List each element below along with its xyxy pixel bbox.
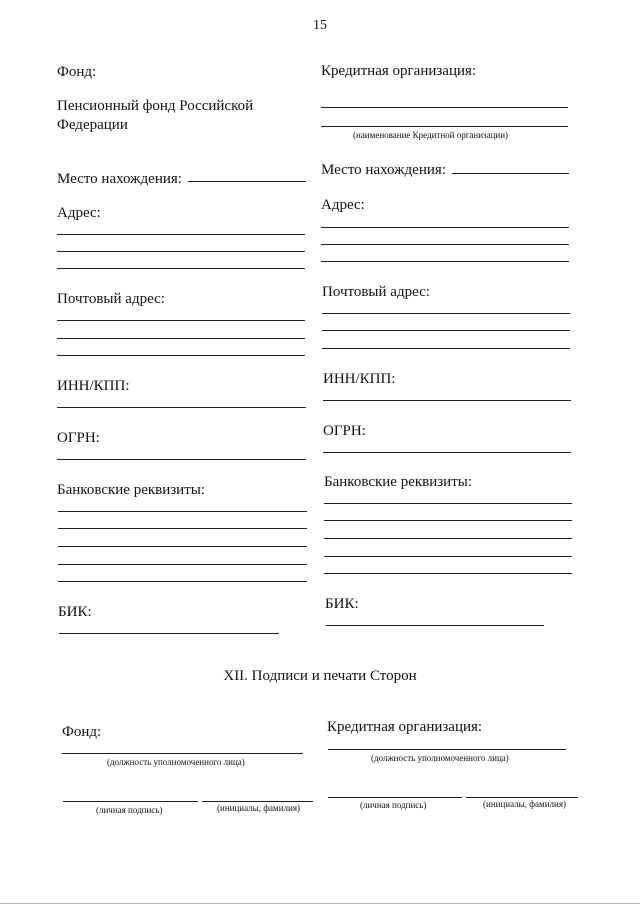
sign-bank-initials-line — [466, 797, 578, 798]
bank-bik-line — [326, 625, 544, 626]
bank-postal-line-1 — [322, 313, 570, 314]
fund-bank-line-2 — [58, 528, 307, 529]
bank-postal-label: Почтовый адрес: — [322, 284, 430, 300]
fund-ogrn-line — [57, 459, 306, 460]
section-title: XII. Подписи и печати Сторон — [223, 668, 417, 684]
sign-fund-signature-line — [63, 801, 198, 802]
page-number: 15 — [313, 18, 327, 33]
fund-ogrn-label: ОГРН: — [57, 430, 100, 446]
bank-name-note: (наименование Кредитной организации) — [353, 130, 509, 140]
sign-fund-initials-line — [202, 801, 313, 802]
sign-bank-label: Кредитная организация: — [327, 719, 483, 735]
bank-bank-line-3 — [324, 538, 572, 539]
fund-address-label: Адрес: — [57, 205, 101, 221]
bank-party-label: Кредитная организация: — [321, 63, 477, 79]
fund-bank-label: Банковские реквизиты: — [57, 482, 206, 498]
bank-ogrn-label: ОГРН: — [323, 423, 366, 439]
sign-fund-initials-note: (инициалы, фамилия) — [217, 803, 300, 813]
bank-name-line-2 — [321, 126, 568, 127]
sign-bank-position-line — [328, 749, 566, 750]
bank-ogrn-line — [323, 452, 571, 453]
fund-postal-line-1 — [57, 320, 305, 321]
bank-address-line-3 — [321, 261, 569, 262]
sign-fund-position-line — [62, 753, 303, 754]
fund-location-label: Место нахождения: — [57, 171, 182, 187]
bank-bank-line-5 — [324, 573, 572, 574]
sign-fund-label: Фонд: — [62, 724, 102, 740]
fund-location-line — [188, 181, 306, 182]
fund-bank-line-3 — [58, 546, 307, 547]
bank-inn-line — [323, 400, 571, 401]
sign-bank-signature-note: (личная подпись) — [360, 800, 427, 810]
bank-address-line-1 — [321, 227, 569, 228]
sign-bank-initials-note: (инициалы, фамилия) — [483, 799, 566, 809]
bank-location-label: Место нахождения: — [321, 162, 446, 178]
bank-inn-label: ИНН/КПП: — [323, 371, 396, 387]
bank-location-line — [452, 173, 569, 174]
bank-address-label: Адрес: — [321, 197, 365, 213]
fund-bank-line-4 — [58, 564, 307, 565]
fund-address-line-2 — [57, 251, 305, 252]
bank-bank-line-1 — [324, 503, 572, 504]
sign-bank-signature-line — [328, 797, 462, 798]
bank-name-line-1 — [321, 107, 568, 108]
sign-fund-signature-note: (личная подпись) — [96, 805, 163, 815]
fund-bank-line-5 — [58, 581, 307, 582]
bank-address-line-2 — [321, 244, 569, 245]
bank-postal-line-2 — [322, 330, 570, 331]
fund-inn-line — [57, 407, 306, 408]
fund-bank-line-1 — [58, 511, 307, 512]
fund-party-label: Фонд: — [57, 64, 97, 80]
fund-postal-label: Почтовый адрес: — [57, 291, 165, 307]
fund-bik-label: БИК: — [58, 604, 92, 620]
fund-address-line-3 — [57, 268, 305, 269]
sign-fund-position-note: (должность уполномоченного лица) — [107, 757, 245, 767]
fund-name-line2: Федерации — [57, 117, 128, 133]
fund-name-line1: Пенсионный фонд Российской — [57, 98, 254, 114]
bank-bank-label: Банковские реквизиты: — [324, 474, 473, 490]
fund-postal-line-2 — [57, 338, 305, 339]
fund-bik-line — [59, 633, 279, 634]
sign-bank-position-note: (должность уполномоченного лица) — [371, 753, 509, 763]
fund-address-line-1 — [57, 234, 305, 235]
bank-bank-line-2 — [324, 520, 572, 521]
fund-postal-line-3 — [57, 355, 305, 356]
bank-bik-label: БИК: — [325, 596, 359, 612]
bank-bank-line-4 — [324, 556, 572, 557]
fund-inn-label: ИНН/КПП: — [57, 378, 130, 394]
page-bottom-edge — [0, 903, 640, 904]
bank-postal-line-3 — [322, 348, 570, 349]
